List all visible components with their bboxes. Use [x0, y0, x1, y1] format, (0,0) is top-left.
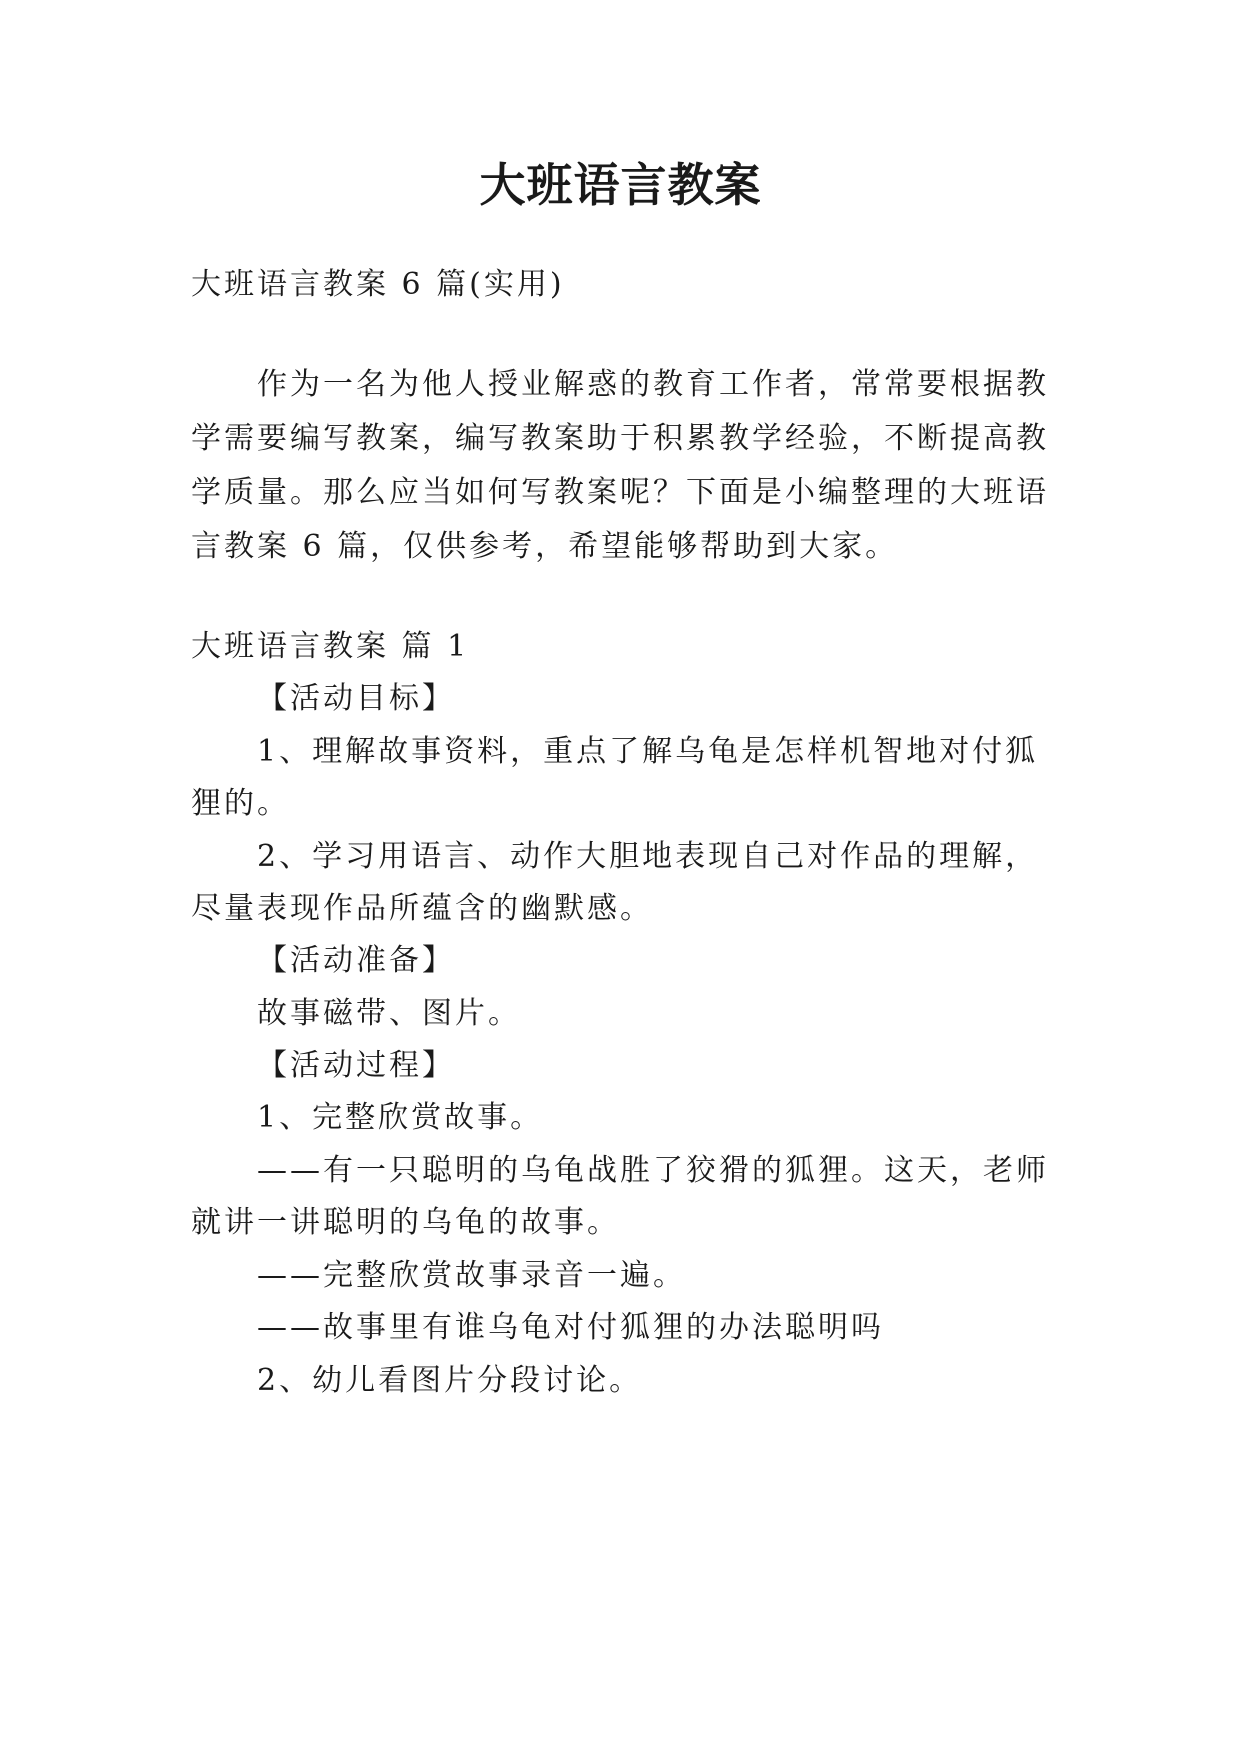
intro-line: 学质量。那么应当如何写教案呢？下面是小编整理的大班语 [191, 475, 1049, 510]
body-line: 2、幼儿看图片分段讨论。 [257, 1363, 643, 1398]
intro-line: 学需要编写教案，编写教案助于积累教学经验，不断提高教 [191, 421, 1049, 456]
body-line: ——有一只聪明的乌龟战胜了狡猾的狐狸。这天，老师 [257, 1153, 1049, 1188]
body-line: ——故事里有谁乌龟对付狐狸的办法聪明吗 [257, 1310, 884, 1345]
body-line: 1、完整欣赏故事。 [257, 1100, 544, 1135]
body-line: 狸的。 [191, 786, 290, 821]
body-line: 2、学习用语言、动作大胆地表现自己对作品的理解， [257, 839, 1039, 874]
body-line: 故事磁带、图片。 [257, 996, 521, 1031]
document-title: 大班语言教案 [479, 158, 762, 212]
body-line: 尽量表现作品所蕴含的幽默感。 [191, 891, 653, 926]
section-heading: 大班语言教案 篇 1 [191, 629, 470, 664]
body-line: 就讲一讲聪明的乌龟的故事。 [191, 1205, 620, 1240]
intro-line: 作为一名为他人授业解惑的教育工作者，常常要根据教 [257, 367, 1049, 402]
intro-line: 言教案 6 篇，仅供参考，希望能够帮助到大家。 [191, 529, 899, 564]
body-line: ——完整欣赏故事录音一遍。 [257, 1258, 686, 1293]
document-subtitle: 大班语言教案 6 篇(实用) [191, 267, 565, 302]
subheading-activity-goals: 【活动目标】 [257, 681, 455, 716]
subheading-activity-preparation: 【活动准备】 [257, 943, 455, 978]
subheading-activity-process: 【活动过程】 [257, 1048, 455, 1083]
body-line: 1、理解故事资料，重点了解乌龟是怎样机智地对付狐 [257, 734, 1039, 769]
